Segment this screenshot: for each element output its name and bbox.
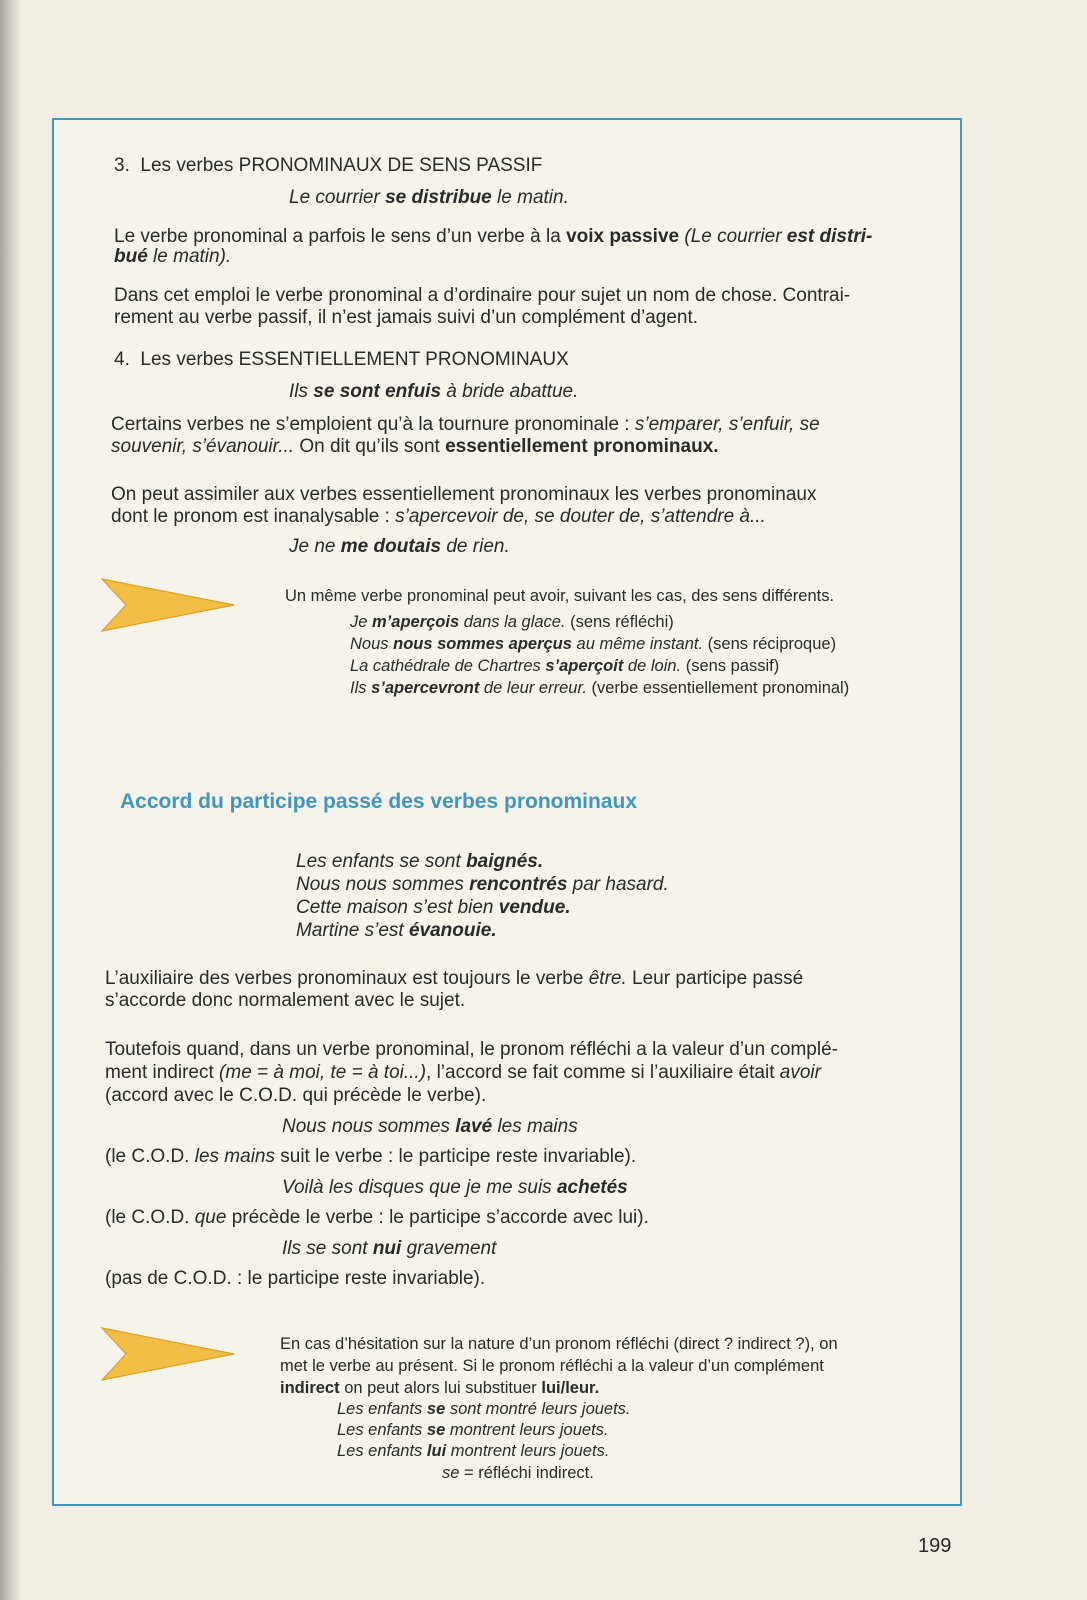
accord-paragraph-2-line-3: (accord avec le C.O.D. qui précède le verbe). [105,1085,487,1106]
section-3-paragraph-1-line-1: Le verbe pronominal a parfois le sens d’un verbe à la voix passive (Le courrier est distri- [114,226,873,247]
note-1-intro: Un même verbe pronominal peut avoir, suivant les cas, des sens différents. [285,587,835,605]
section-4-paragraph-2-line-1: On peut assimiler aux verbes essentiellement pronominaux les verbes pronominaux [111,484,817,505]
accord-example-achetes: Voilà les disques que je me suis achetés [282,1177,628,1198]
accord-example-3: Cette maison s’est bien vendue. [296,897,571,918]
arrow-pointer-icon [100,577,236,633]
accord-heading: Accord du participe passé des verbes pronominaux [120,790,637,813]
accord-paragraph-2-line-2: ment indirect (me = à moi, te = à toi...), l’accord se fait comme si l’auxiliaire était avoir [105,1062,821,1083]
section-3-example: Le courrier se distribue le matin. [289,187,569,208]
section-4-example-2: Je ne me doutais de rien. [289,536,510,557]
accord-note-achetes: (le C.O.D. que précède le verbe : le participe s’accorde avec lui). [105,1207,649,1228]
accord-paragraph-1-line-2: s’accorde donc normalement avec le sujet. [105,990,466,1011]
accord-example-1: Les enfants se sont baignés. [296,851,544,872]
accord-example-nui: Ils se sont nui gravement [282,1238,497,1259]
accord-example-lave: Nous nous sommes lavé les mains [282,1116,578,1137]
note-2-line-3: indirect on peut alors lui substituer lui/leur. [280,1379,600,1397]
note-1-example-2: Nous nous sommes aperçus au même instant. (sens réciproque) [350,635,837,653]
accord-note-nui: (pas de C.O.D. : le participe reste invariable). [105,1268,486,1289]
accord-note-lave: (le C.O.D. les mains suit le verbe : le participe reste invariable). [105,1146,637,1167]
accord-example-4: Martine s’est évanouie. [296,920,497,941]
note-1-example-3: La cathédrale de Chartres s’aperçoit de loin. (sens passif) [350,657,780,675]
book-spine-shadow [0,0,22,1600]
note-2-example-1: Les enfants se sont montré leurs jouets. [337,1400,631,1418]
accord-paragraph-1-line-1: L’auxiliaire des verbes pronominaux est toujours le verbe être. Leur participe passé [105,968,804,989]
section-4-heading: 4. Les verbes ESSENTIELLEMENT PRONOMINAUX [114,349,569,370]
note-2-example-3: Les enfants lui montrent leurs jouets. [337,1442,610,1460]
note-2-example-4: se = réfléchi indirect. [442,1464,594,1482]
accord-paragraph-2-line-1: Toutefois quand, dans un verbe pronominal, le pronom réfléchi a la valeur d’un complé- [105,1039,838,1060]
note-2-line-1: En cas d’hésitation sur la nature d’un pronom réfléchi (direct ? indirect ?), on [280,1335,838,1353]
section-4-example: Ils se sont enfuis à bride abattue. [289,381,579,402]
arrow-pointer-icon-2 [100,1326,236,1382]
page-number: 199 [918,1535,952,1557]
section-3-heading: 3. Les verbes PRONOMINAUX DE SENS PASSIF [114,155,543,176]
note-2-example-2: Les enfants se montrent leurs jouets. [337,1421,609,1439]
section-4-paragraph-1-line-2: souvenir, s’évanouir... On dit qu’ils sont essentiellement pronominaux. [111,436,719,457]
note-1-example-4: Ils s’apercevront de leur erreur. (verbe essentiellement pronominal) [350,679,850,697]
section-3-paragraph-2-line-2: rement au verbe passif, il n’est jamais suivi d’un complément d’agent. [114,307,699,328]
section-3-paragraph-2-line-1: Dans cet emploi le verbe pronominal a d’ordinaire pour sujet un nom de chose. Contrai- [114,285,851,306]
note-2-line-2: met le verbe au présent. Si le pronom réfléchi a la valeur d’un complément [280,1357,824,1375]
section-4-paragraph-2-line-2: dont le pronom est inanalysable : s’apercevoir de, se douter de, s’attendre à... [111,506,766,527]
section-3-paragraph-1-line-2: bué le matin). [114,246,232,267]
note-1-example-1: Je m’aperçois dans la glace. (sens réfléchi) [350,613,674,631]
accord-example-2: Nous nous sommes rencontrés par hasard. [296,874,669,895]
section-4-paragraph-1-line-1: Certains verbes ne s’emploient qu’à la tournure pronominale : s’emparer, s’enfuir, se [111,414,820,435]
